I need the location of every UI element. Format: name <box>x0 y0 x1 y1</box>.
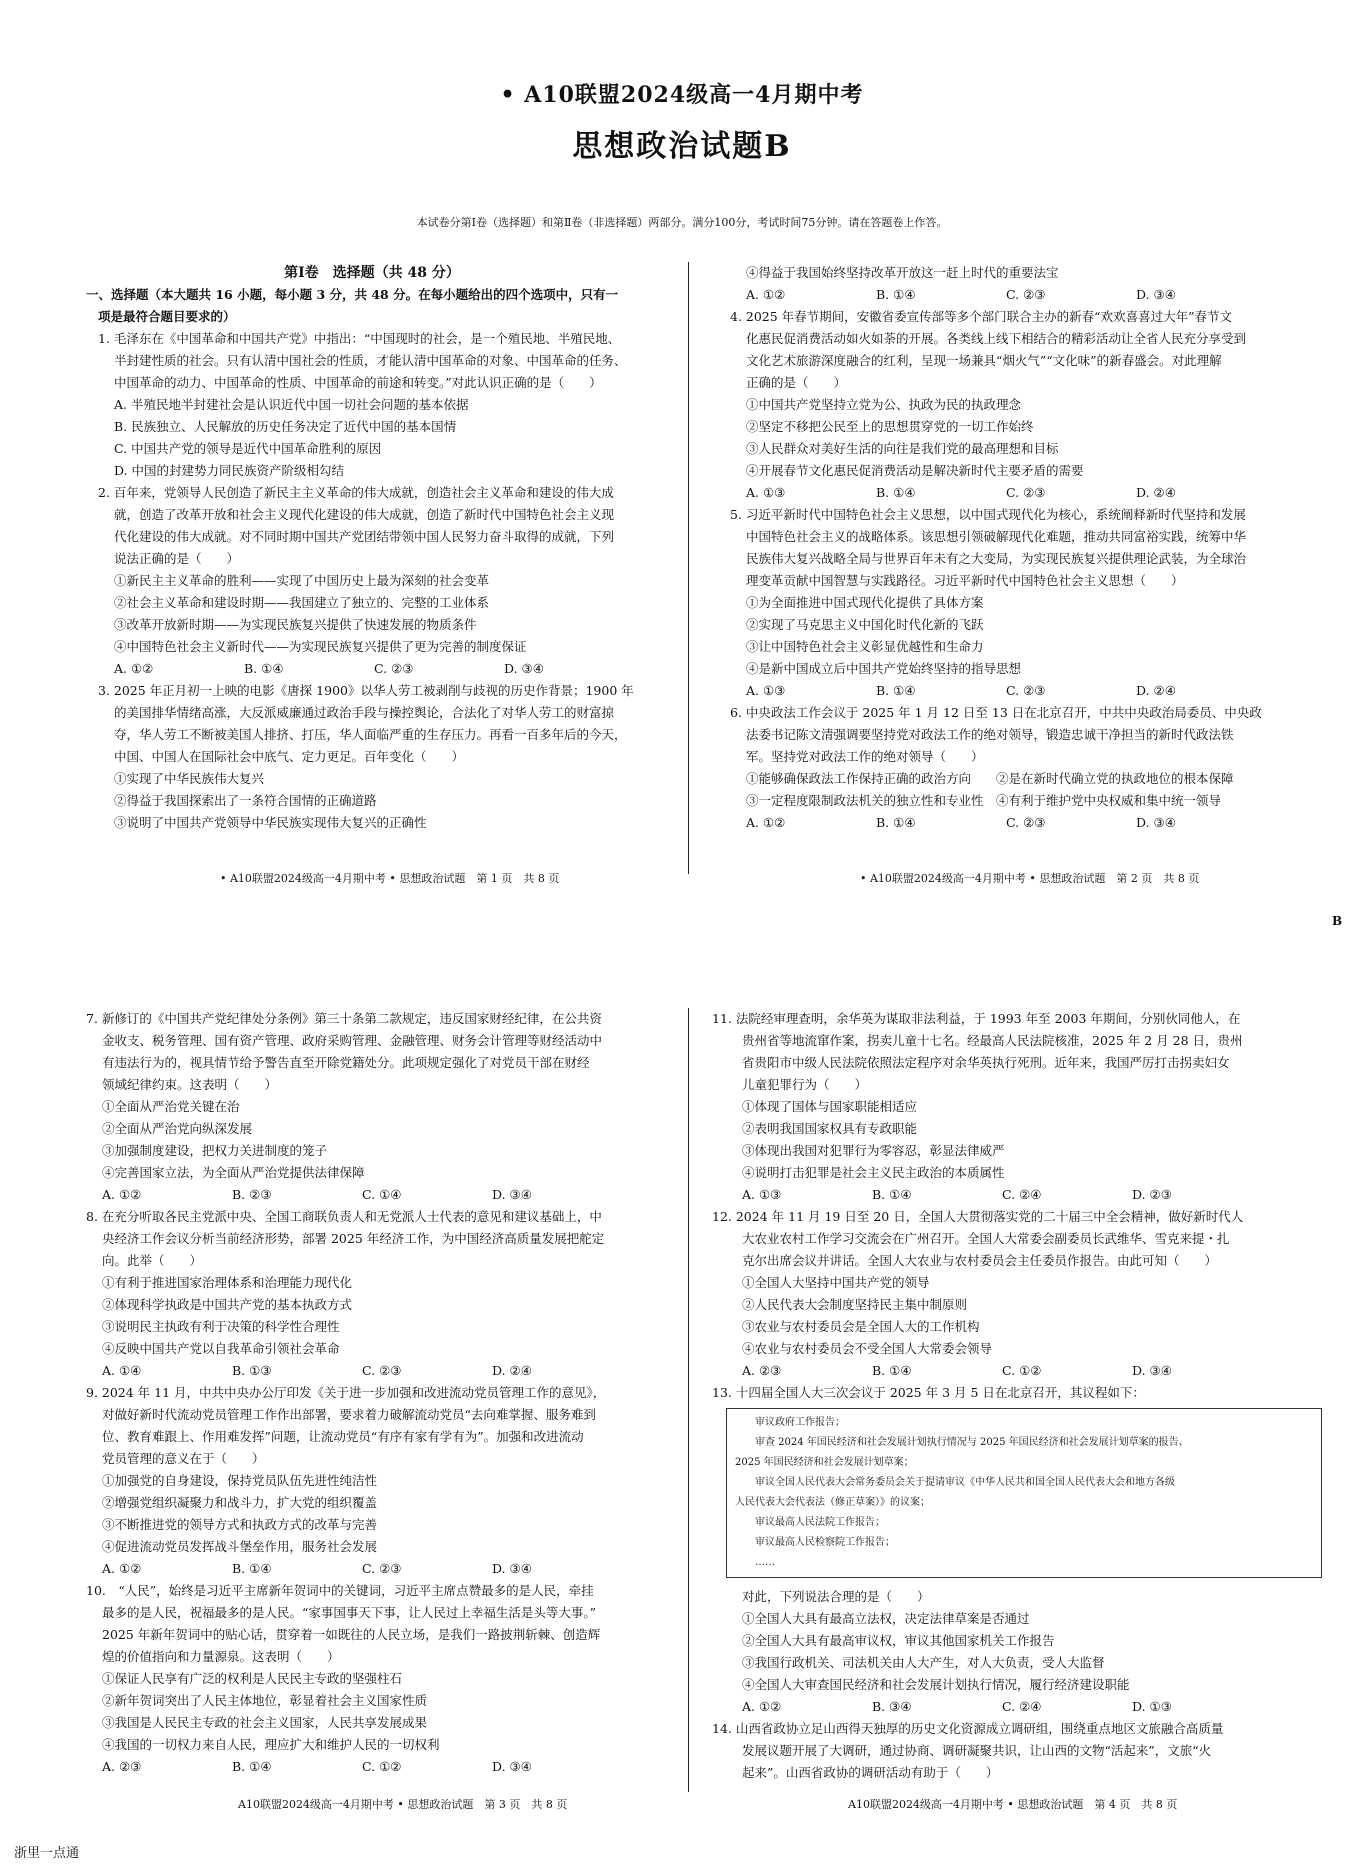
option: B. ①④ <box>244 661 284 676</box>
answer-options <box>86 1360 658 1382</box>
statement: ③人民群众对美好生活的向往是我们党的最高理想和目标 <box>746 441 1059 456</box>
option: D. ③④ <box>1136 815 1176 830</box>
option: C. 中国共产党的领导是近代中国革命胜利的原因 <box>114 441 382 456</box>
agenda-item: 审议政府工作报告； <box>755 1417 845 1428</box>
question-text: 法委书记陈文清强调要坚持党对政法工作的绝对领导，锻造忠诚干净担当的新时代政法铁 <box>746 727 1234 742</box>
option: D. ①③ <box>1132 1699 1172 1714</box>
option: B. ①③ <box>232 1363 272 1378</box>
page-2-column <box>718 262 1318 834</box>
agenda-item: 2025 年国民经济和社会发展计划草案； <box>735 1457 914 1468</box>
option: D. ③④ <box>492 1561 532 1576</box>
instruction: 一、选择题（本大题共 16 小题，每小题 3 分，共 48 分。在每小题给出的四个选项中，只有一 <box>86 287 619 302</box>
statement: ④我国的一切权力来自人民，理应扩大和维护人民的一切权利 <box>102 1737 440 1752</box>
answer-options <box>712 1696 1322 1718</box>
option: A. ①② <box>742 1699 782 1714</box>
question-text: 中国革命的动力、中国革命的性质、中国革命的前途和转变。”对此认识正确的是（ ） <box>114 375 602 390</box>
question-text: 就，创造了改革开放和社会主义现代化建设的伟大成就，创造了新时代中国特色社会主义现 <box>114 507 615 522</box>
statement: ③让中国特色社会主义彰显优越性和生命力 <box>746 639 984 654</box>
question-text: 向。此举（ ） <box>102 1253 203 1268</box>
statement: ④是新中国成立后中国共产党始终坚持的指导思想 <box>746 661 1022 676</box>
option: A. ①③ <box>746 485 786 500</box>
statement: ③加强制度建设，把权力关进制度的笼子 <box>102 1143 328 1158</box>
option: C. ②③ <box>1006 485 1046 500</box>
option: C. ②④ <box>1002 1699 1042 1714</box>
question-3 <box>86 680 658 834</box>
column-divider <box>688 262 689 874</box>
option: C. ②③ <box>362 1561 402 1576</box>
answer-options <box>712 1360 1322 1382</box>
option: A. ②③ <box>102 1759 142 1774</box>
question-text: 2. 百年来，党领导人民创造了新民主主义革命的伟大成就，创造社会主义革命和建设的伟大成 <box>98 485 614 500</box>
statement: ④说明打击犯罪是社会主义民主政治的本质属性 <box>742 1165 1005 1180</box>
option: D. ②③ <box>1132 1187 1172 1202</box>
statement: ②体现科学执政是中国共产党的基本执政方式 <box>102 1297 353 1312</box>
statement: ②全面从严治党向纵深发展 <box>102 1121 253 1136</box>
question-1 <box>86 328 658 482</box>
option: C. ②③ <box>1006 815 1046 830</box>
option: D. 中国的封建势力同民族资产阶级相勾结 <box>114 463 345 478</box>
option: A. ②③ <box>742 1363 782 1378</box>
answer-options <box>718 284 1318 306</box>
statement: ④全国人大审查国民经济和社会发展计划执行情况，履行经济建设职能 <box>742 1677 1130 1692</box>
option: D. ③④ <box>504 661 544 676</box>
option: D. ③④ <box>1132 1363 1172 1378</box>
statement: ③说明民主执政有利于决策的科学性合理性 <box>102 1319 340 1334</box>
question-text: 3. 2025 年正月初一上映的电影《唐探 1900》以华人劳工被剥削与歧视的历史作背景；1900 年 <box>98 683 634 698</box>
question-text: 8. 在充分听取各民主党派中央、全国工商联负责人和无党派人士代表的意见和建议基础上，中 <box>86 1209 602 1224</box>
question-7 <box>86 1008 658 1206</box>
question-text: 央经济工作会议分析当前经济形势，部署 2025 年经济工作，为中国经济高质量发展把舵定 <box>102 1231 605 1246</box>
statement: ④开展春节文化惠民促消费活动是解决新时代主要矛盾的需要 <box>746 463 1084 478</box>
page-footer: • A10联盟2024级高一4月期中考 • 思想政治试题 第 1 页 共 8 页 <box>220 872 560 885</box>
statement: ②表明我国国家权具有专政职能 <box>742 1121 918 1136</box>
statement: ②实现了马克思主义中国化时代化新的飞跃 <box>746 617 984 632</box>
option: D. ③④ <box>492 1187 532 1202</box>
option: C. ①② <box>362 1759 402 1774</box>
question-text: 11. 法院经审理查明，余华英为谋取非法利益，于 1993 年至 2003 年期间，分别伙同他人，在 <box>712 1011 1241 1026</box>
statement: ③一定程度限制政法机关的独立性和专业性 ④有利于维护党中央权威和集中统一领导 <box>746 793 1222 808</box>
question-text: 4. 2025 年春节期间，安徽省委宣传部等多个部门联合主办的新春“欢欢喜喜过大年”春节文 <box>730 309 1232 324</box>
statement: ②得益于我国探索出了一条符合国情的正确道路 <box>114 793 377 808</box>
statement: ①全面从严治党关键在治 <box>102 1099 240 1114</box>
version-mark: B <box>1332 914 1343 928</box>
question-text: 军。坚持党对政法工作的绝对领导（ ） <box>746 749 984 764</box>
question-text: 有违法行为的，视具情节给予警告直至开除党籍处分。此项规定强化了对党员干部在财经 <box>102 1055 590 1070</box>
question-text: 的美国排华情绪高涨，大反派威廉通过政治手段与操控舆论，合法化了对华人劳工的财富掠 <box>114 705 615 720</box>
question-text: 化惠民促消费活动如火如荼的开展。各类线上线下相结合的精彩活动让全省人民充分享受到 <box>746 331 1247 346</box>
question-text: 对此，下列说法合理的是（ ） <box>742 1589 930 1604</box>
statement: ④得益于我国始终坚持改革开放这一赶上时代的重要法宝 <box>746 265 1059 280</box>
question-text: 贵州省等地流窜作案，拐卖儿童十七名。经最高人民法院核准，2025 年 2 月 28 日，贵州 <box>742 1033 1243 1048</box>
statement: ①新民主主义革命的胜利——实现了中国历史上最为深刻的社会变革 <box>114 573 490 588</box>
statement: ④农业与农村委员会不受全国人大常委会领导 <box>742 1341 993 1356</box>
question-text: 1. 毛泽东在《中国革命和中国共产党》中指出：“中国现时的社会，是一个殖民地、半殖民地、 <box>98 331 621 346</box>
question-text: 最多的是人民，祝福最多的是人民。“家事国事天下事，让人民过上幸福生活是头等大事。” <box>102 1605 597 1620</box>
question-text: 金收支、税务管理、国有资产管理、政府采购管理、金融管理、财务会计管理等财经活动中 <box>102 1033 603 1048</box>
answer-options <box>86 658 658 680</box>
question-text: 说法正确的是（ ） <box>114 551 240 566</box>
question-text: 领域纪律约束。这表明（ ） <box>102 1077 278 1092</box>
option: D. ②④ <box>492 1363 532 1378</box>
agenda-item: 审议全国人民代表大会常务委员会关于提请审议《中华人民共和国全国人民代表大会和地方各级 <box>755 1477 1175 1488</box>
question-text: 6. 中央政法工作会议于 2025 年 1 月 12 日至 13 日在北京召开，中共中央政治局委员、中央政 <box>730 705 1262 720</box>
question-text: 正确的是（ ） <box>746 375 847 390</box>
agenda-box <box>726 1408 1322 1578</box>
option: C. ①② <box>1002 1363 1042 1378</box>
question-10 <box>86 1580 658 1778</box>
question-text: 党员管理的意义在于（ ） <box>102 1451 265 1466</box>
statement: ②新年贺词突出了人民主体地位，彰显着社会主义国家性质 <box>102 1693 428 1708</box>
section-title: 第Ⅰ卷 选择题（共 48 分） <box>284 265 460 281</box>
option: C. ②④ <box>1002 1187 1042 1202</box>
page-1-column <box>86 262 658 834</box>
watermark: 浙里一点通 <box>14 1846 80 1861</box>
question-text: 中国、中国人在国际社会中底气、定力更足。百年变化（ ） <box>114 749 465 764</box>
option: C. ②③ <box>374 661 414 676</box>
question-text: 煌的价值指向和力量源泉。这表明（ ） <box>102 1649 340 1664</box>
option: A. ①③ <box>742 1187 782 1202</box>
answer-options <box>86 1184 658 1206</box>
question-text: 大农业农村工作学习交流会在广州召开。全国人大常委会副委员长武维华、雪克来提・扎 <box>742 1231 1230 1246</box>
option: B. ③④ <box>872 1699 912 1714</box>
statement: ②坚定不移把公民至上的思想贯穿党的一切工作始终 <box>746 419 1034 434</box>
statement: ③不断推进党的领导方式和执政方式的改革与完善 <box>102 1517 378 1532</box>
option: C. ②③ <box>362 1363 402 1378</box>
question-text: 代化建设的伟大成就。对不同时期中国共产党团结带领中国人民努力奋斗取得的成就，下列 <box>114 529 615 544</box>
option: B. ①④ <box>876 287 916 302</box>
page-footer: A10联盟2024级高一4月期中考 • 思想政治试题 第 4 页 共 8 页 <box>848 1798 1178 1811</box>
option: B. ①④ <box>232 1759 272 1774</box>
instruction: 项是最符合题目要求的） <box>98 309 236 324</box>
question-text: 14. 山西省政协立足山西得天独厚的历史文化资源成立调研组，围绕重点地区文旅融合高质量 <box>712 1721 1224 1736</box>
option: D. ②④ <box>1136 485 1176 500</box>
option: D. ③④ <box>492 1759 532 1774</box>
exam-series-title: • A10联盟2024级高一4月期中考 <box>500 82 864 108</box>
statement: ③体现出我国对犯罪行为零容忍，彰显法律威严 <box>742 1143 1005 1158</box>
question-5 <box>718 504 1318 702</box>
statement: ①为全面推进中国式现代化提供了具体方案 <box>746 595 984 610</box>
page-4-column <box>712 1008 1322 1784</box>
statement: ①实现了中华民族伟大复兴 <box>114 771 265 786</box>
option: B. ①④ <box>872 1187 912 1202</box>
statement: ①有利于推进国家治理体系和治理能力现代化 <box>102 1275 353 1290</box>
question-13 <box>712 1382 1322 1718</box>
question-text: 12. 2024 年 11 月 19 日至 20 日，全国人大贯彻落实党的二十届三中全会精神，做好新时代人 <box>712 1209 1244 1224</box>
question-2 <box>86 482 658 680</box>
option: B. ①④ <box>876 683 916 698</box>
option: A. ①② <box>114 661 154 676</box>
question-14 <box>712 1718 1322 1784</box>
statement: ①全国人大坚持中国共产党的领导 <box>742 1275 930 1290</box>
question-text: 夺，华人劳工不断被美国人排挤、打压，华人面临严重的生存压力。再看一百多年后的今天， <box>114 727 627 742</box>
agenda-item: 审议最高人民法院工作报告； <box>755 1517 885 1528</box>
agenda-item: …… <box>755 1557 775 1568</box>
option: B. ①④ <box>876 485 916 500</box>
option: B. ②③ <box>232 1187 272 1202</box>
statement: ④中国特色社会主义新时代——为实现民族复兴提供了更为完善的制度保证 <box>114 639 527 654</box>
question-text: 起来”。山西省政协的调研活动有助于（ ） <box>742 1765 999 1780</box>
statement: ③我国是人民民主专政的社会主义国家，人民共享发展成果 <box>102 1715 428 1730</box>
statement: ①中国共产党坚持立党为公、执政为民的执政理念 <box>746 397 1022 412</box>
answer-options <box>86 1756 658 1778</box>
question-text: 发展议题开展了大调研，通过协商、调研凝聚共识，让山西的文物“活起来”，文旅“火 <box>742 1743 1212 1758</box>
question-text: 民族伟大复兴战略全局与世界百年未有之大变局，为实现民族复兴提供理论武装，为全球治 <box>746 551 1247 566</box>
question-text: 文化艺术旅游深度融合的红利，呈现一场兼具“烟火气”“文化味”的新春盛会。对此理解 <box>746 353 1222 368</box>
statement: ②社会主义革命和建设时期——我国建立了独立的、完整的工业体系 <box>114 595 490 610</box>
statement: ②全国人大具有最高审议权，审议其他国家机关工作报告 <box>742 1633 1055 1648</box>
statement: ①加强党的自身建设，保持党员队伍先进性纯洁性 <box>102 1473 378 1488</box>
statement: ③我国行政机关、司法机关由人大产生，对人大负责，受人大监督 <box>742 1655 1105 1670</box>
question-11 <box>712 1008 1322 1206</box>
statement: ①能够确保政法工作保持正确的政治方向 ②是在新时代确立党的执政地位的根本保障 <box>746 771 1234 786</box>
agenda-item: 审议最高人民检察院工作报告； <box>755 1537 895 1548</box>
answer-options <box>712 1184 1322 1206</box>
question-text: 理变革贡献中国智慧与实践路径。习近平新时代中国特色社会主义思想（ ） <box>746 573 1184 588</box>
question-text: 2025 年新年贺词中的贴心话，贯穿着一如既往的人民立场，是我们一路披荆斩棘、创造辉 <box>102 1627 601 1642</box>
question-8 <box>86 1206 658 1382</box>
option: B. ①④ <box>872 1363 912 1378</box>
statement: ②人民代表大会制度坚持民主集中制原则 <box>742 1297 968 1312</box>
agenda-item: 审查 2024 年国民经济和社会发展计划执行情况与 2025 年国民经济和社会发展计划草案的报告、 <box>755 1437 1189 1448</box>
answer-options <box>718 680 1318 702</box>
question-text: 位、教育难跟上、作用难发挥”问题，让流动党员“有序有家有学有为”。加强和改进流动 <box>102 1429 584 1444</box>
option: A. ①④ <box>102 1363 142 1378</box>
question-text: 半封建性质的社会。只有认清中国社会的性质，才能认清中国革命的对象、中国革命的任务、 <box>114 353 627 368</box>
option: D. ③④ <box>1136 287 1176 302</box>
question-text: 5. 习近平新时代中国特色社会主义思想，以中国式现代化为核心，系统阐释新时代坚持和发展 <box>730 507 1246 522</box>
question-text: 中国特色社会主义的战略体系。该思想引领破解现代化难题，推动共同富裕实践，统筹中华 <box>746 529 1247 544</box>
question-6 <box>718 702 1318 834</box>
question-text: 克尔出席会议并讲话。全国人大农业与农村委员会主任委员作报告。由此可知（ ） <box>742 1253 1218 1268</box>
column-divider <box>688 1008 689 1792</box>
question-9 <box>86 1382 658 1580</box>
question-4 <box>718 306 1318 504</box>
option: A. ①② <box>102 1187 142 1202</box>
option: C. ②③ <box>1006 287 1046 302</box>
exam-subject-title: 思想政治试题B <box>572 129 792 164</box>
answer-options <box>86 1558 658 1580</box>
option: C. ①④ <box>362 1187 402 1202</box>
page-3-column <box>86 1008 658 1778</box>
question-text: 9. 2024 年 11 月，中共中央办公厅印发《关于进一步加强和改进流动党员管理工作的意见》， <box>86 1385 606 1400</box>
option: A. ①③ <box>746 683 786 698</box>
option: C. ②③ <box>1006 683 1046 698</box>
question-text: 省贵阳市中级人民法院依照法定程序对余华英执行死刑。近年来，我国严厉打击拐卖妇女 <box>742 1055 1230 1070</box>
question-text: 7. 新修订的《中国共产党纪律处分条例》第三十条第二款规定，违反国家财经纪律，在公共资 <box>86 1011 602 1026</box>
answer-options <box>718 482 1318 504</box>
statement: ④反映中国共产党以自我革命引领社会革命 <box>102 1341 340 1356</box>
statement: ②增强党组织凝聚力和战斗力，扩大党的组织覆盖 <box>102 1495 378 1510</box>
page-footer: A10联盟2024级高一4月期中考 • 思想政治试题 第 3 页 共 8 页 <box>238 1798 568 1811</box>
question-text: 13. 十四届全国人大三次会议于 2025 年 3 月 5 日在北京召开，其议程如下： <box>712 1385 1145 1400</box>
option: D. ②④ <box>1136 683 1176 698</box>
question-text: 10. “人民”，始终是习近平主席新年贺词中的关键词，习近平主席点赞最多的是人民，牵挂 <box>86 1583 594 1598</box>
statement: ③改革开放新时期——为实现民族复兴提供了快速发展的物质条件 <box>114 617 477 632</box>
agenda-item: 人民代表大会代表法（修正草案）》的议案； <box>735 1497 930 1508</box>
option: B. ①④ <box>232 1561 272 1576</box>
question-12 <box>712 1206 1322 1382</box>
option: A. ①② <box>746 815 786 830</box>
question-text: 儿童犯罪行为（ ） <box>742 1077 868 1092</box>
statement: ④促进流动党员发挥战斗堡垒作用，服务社会发展 <box>102 1539 378 1554</box>
question-text: 对做好新时代流动党员管理工作作出部署，要求着力破解流动党员“去向难掌握、服务难到 <box>102 1407 596 1422</box>
option: A. ①② <box>746 287 786 302</box>
exam-note: 本试卷分第Ⅰ卷（选择题）和第Ⅱ卷（非选择题）两部分。满分100分，考试时间75分钟。请在答题卷上作答。 <box>416 216 948 229</box>
exam-header <box>0 78 1364 165</box>
statement: ③农业与农村委员会是全国人大的工作机构 <box>742 1319 980 1334</box>
answer-options <box>718 812 1318 834</box>
statement: ①全国人大具有最高立法权，决定法律草案是否通过 <box>742 1611 1030 1626</box>
statement: ①保证人民享有广泛的权利是人民民主专政的坚强柱石 <box>102 1671 403 1686</box>
option: B. ①④ <box>876 815 916 830</box>
option: A. ①② <box>102 1561 142 1576</box>
option: A. 半殖民地半封建社会是认识近代中国一切社会问题的基本依据 <box>114 397 469 412</box>
page-footer: • A10联盟2024级高一4月期中考 • 思想政治试题 第 2 页 共 8 页 <box>860 872 1200 885</box>
statement: ③说明了中国共产党领导中华民族实现伟大复兴的正确性 <box>114 815 427 830</box>
option: B. 民族独立、人民解放的历史任务决定了近代中国的基本国情 <box>114 419 457 434</box>
statement: ①体现了国体与国家职能相适应 <box>742 1099 918 1114</box>
statement: ④完善国家立法，为全面从严治党提供法律保障 <box>102 1165 365 1180</box>
